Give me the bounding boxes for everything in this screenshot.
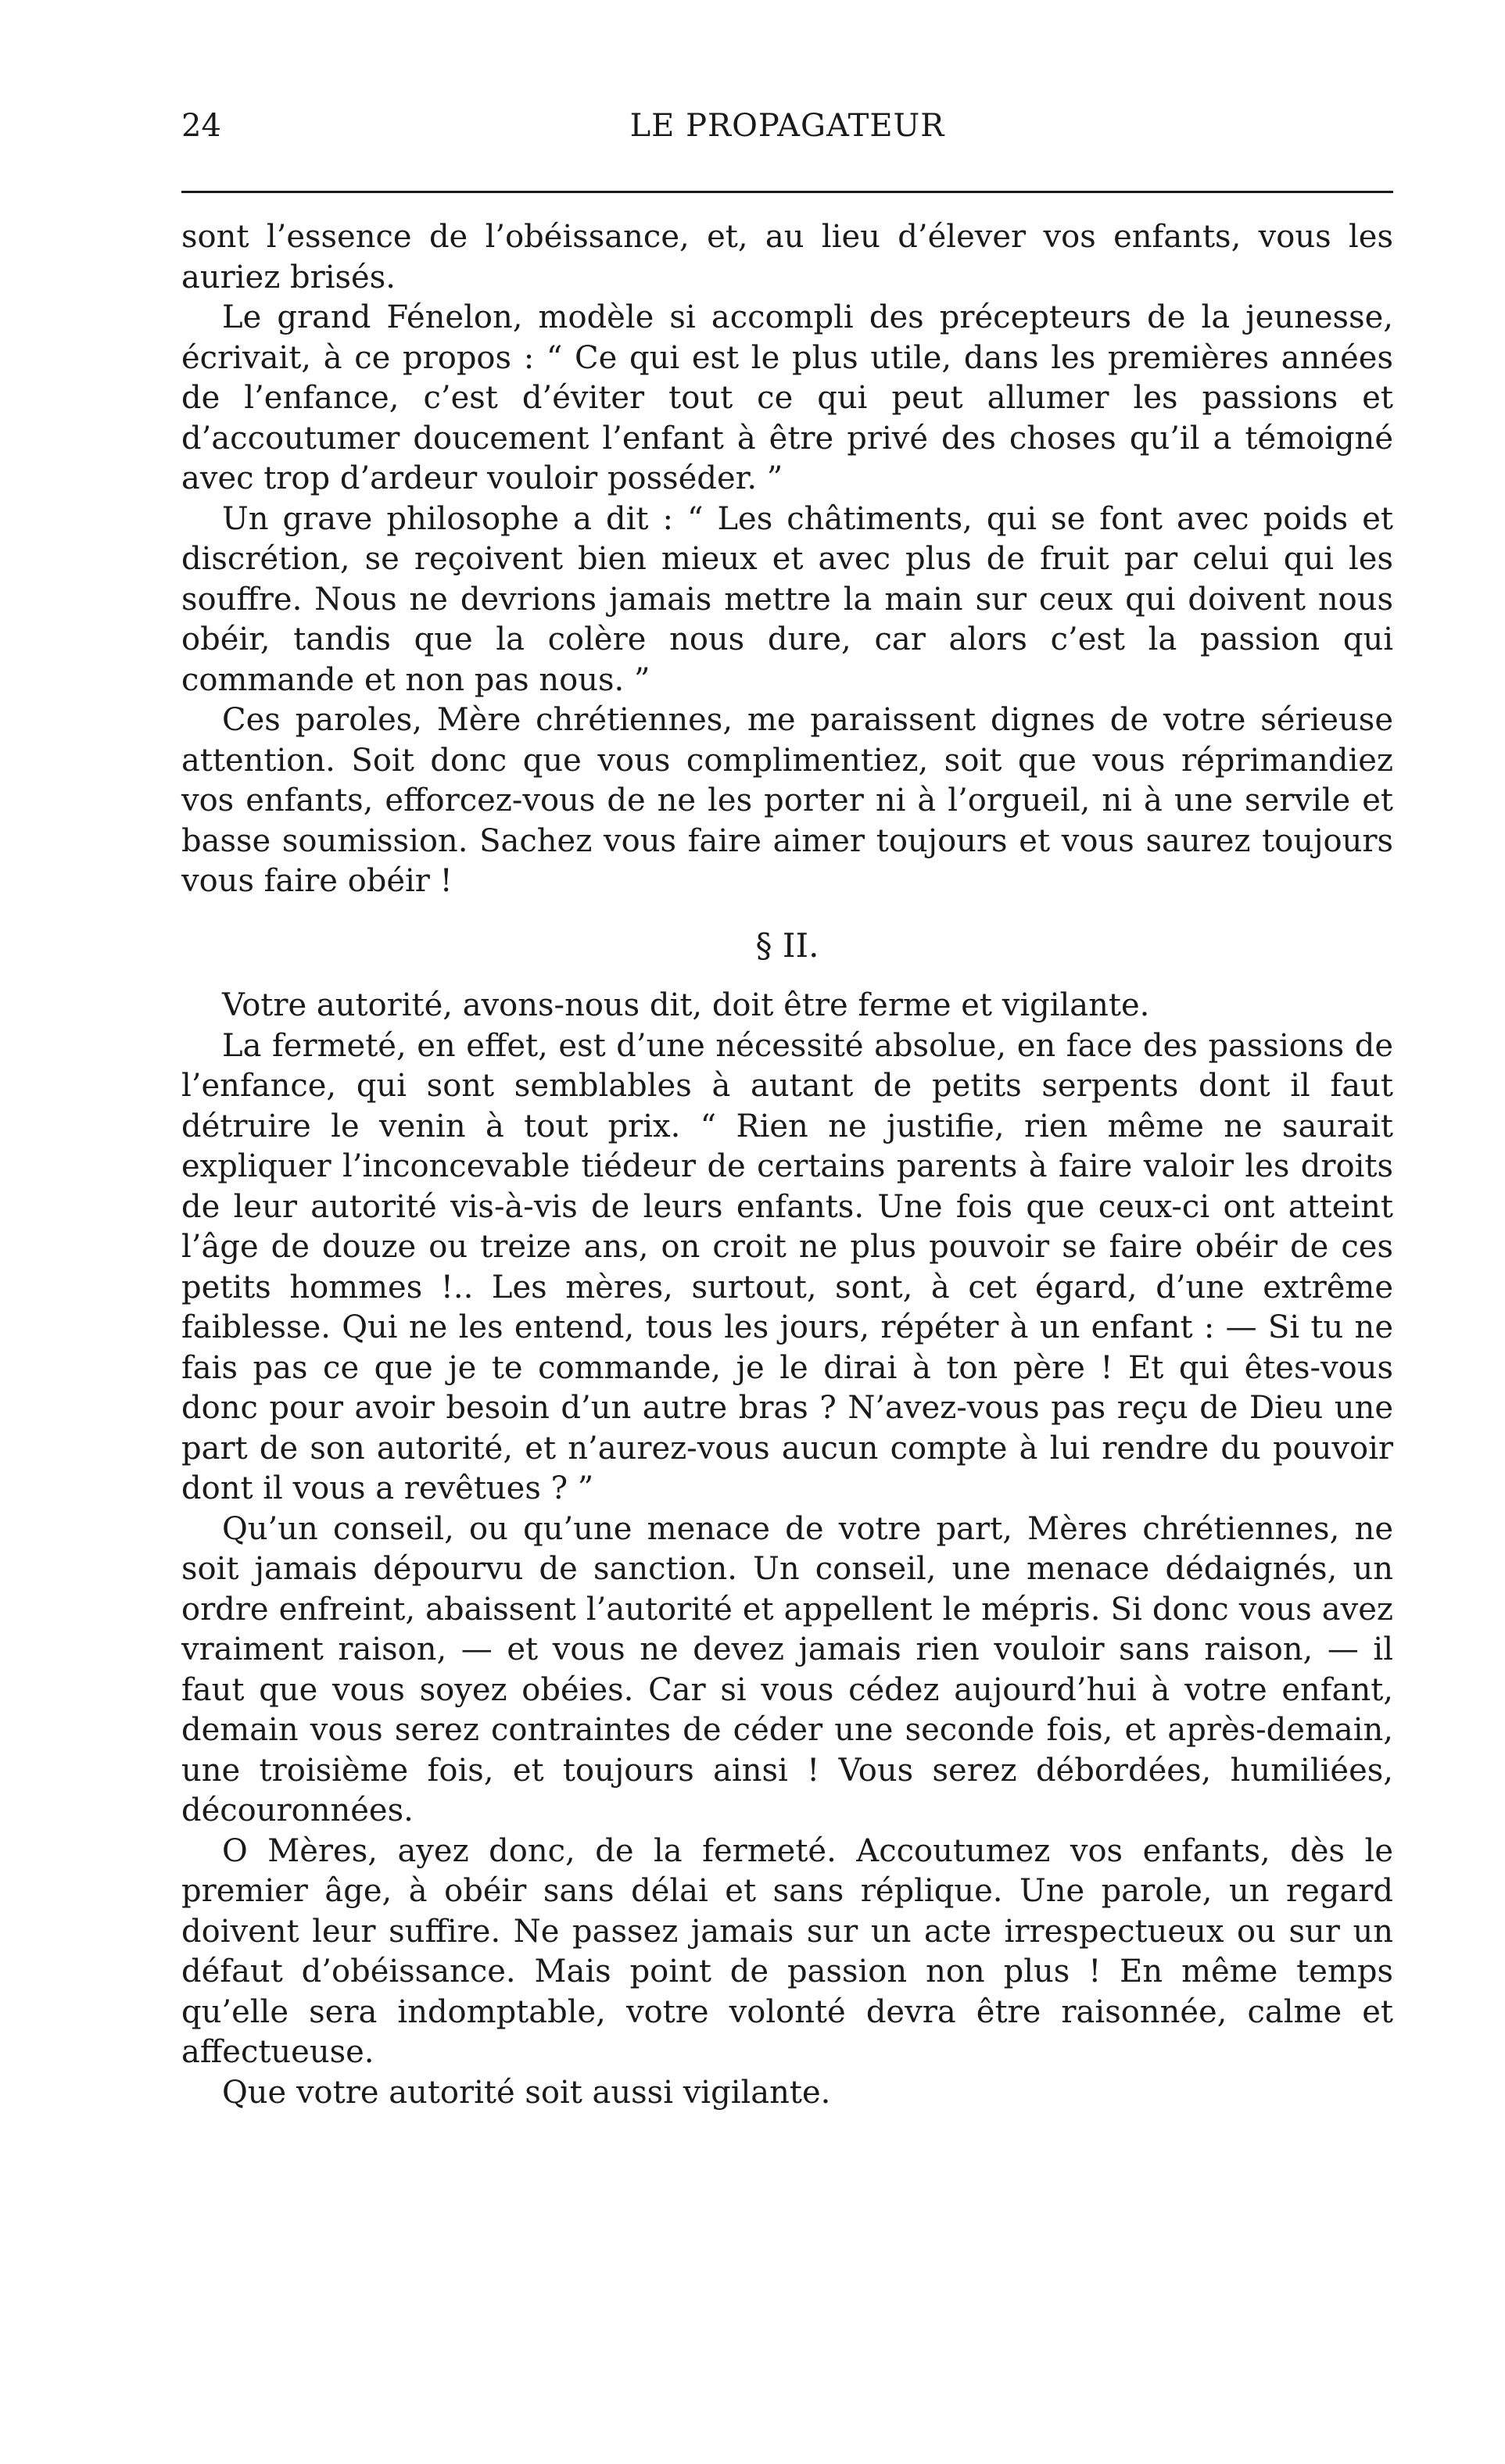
paragraph-continuation: sont l’essence de l’obéissance, et, au lieu d’élever vos enfants, vous les auriez brisés. [181,219,1393,295]
page-header [181,108,1393,155]
paragraph-sanction: Qu’un conseil, ou qu’une menace de votre part, Mères chrétiennes, ne soit jamais dépourvu de sanction. Un conseil, une menace dédaignés, un ordre enfreint, abaissent l’autorité et appellent le mépris. Si donc vous avez vraiment raison, — et vous ne devez jamais rien vouloir sans raison, — il faut que vous soyez obéies. Car si vous cédez aujourd’hui à votre enfant, demain vous serez contraintes de céder une seconde fois, et après-demain, une troisième fois, et toujours ainsi ! Vous serez débordées, humiliées, découronnées. [181,1510,1393,1828]
text-body [181,217,1393,2113]
paragraph-christian-mothers: Ces paroles, Mère chrétiennes, me paraissent dignes de votre sérieuse attention. Soit donc que vous complimentiez, soit que vous réprimandiez vos enfants, efforcez-vous de ne les porter ni à l’orgueil, ni à une servile et basse soumission. Sachez vous faire aimer toujours et vous saurez toujours vous faire obéir ! [181,702,1393,899]
section-heading: § II. [755,926,819,965]
paragraph-vigilance: Que votre autorité soit aussi vigilante. [222,2074,831,2111]
paragraph-authority-firm-vigilant: Votre autorité, avons-nous dit, doit être ferme et vigilante. [222,987,1150,1023]
header-rule [181,191,1393,193]
page-number: 24 [181,108,221,144]
paragraph-o-meres: O Mères, ayez donc, de la fermeté. Accoutumez vos enfants, dès le premier âge, à obéir sans délai et sans réplique. Une parole, un regard doivent leur suffire. Ne passez jamais sur un acte irrespectueux ou sur un défaut d’obéissance. Mais point de passion non plus ! En même temps qu’elle sera indomptable, votre volonté devra être raisonnée, calme et affectueuse. [181,1832,1393,2070]
running-title: LE PROPAGATEUR [629,108,945,144]
paragraph-firmness: La fermeté, en effet, est d’une nécessité absolue, en face des passions de l’enfance, qui sont semblables à autant de petits serpents dont il faut détruire le venin à tout prix. “ Rien ne justifie, rien même ne saurait expliquer l’inconcevable tiédeur de certains parents à faire valoir les droits de leur autorité vis-à-vis de leurs enfants. Une fois que ceux-ci ont atteint l’âge de douze ou treize ans, on croit ne plus pouvoir se faire obéir de ces petits hommes !.. Les mères, surtout, sont, à cet égard, d’une extrême faiblesse. Qui ne les entend, tous les jours, répéter à un enfant : — Si tu ne fais pas ce que je te commande, je le dirai à ton père ! Et qui êtes-vous donc pour avoir besoin d’un autre bras ? N’avez-vous pas reçu de Dieu une part de son autorité, et n’aurez-vous aucun compte à lui rendre du pouvoir dont il vous a revêtues ? ” [181,1027,1393,1506]
paragraph-fenelon-quote: Le grand Fénelon, modèle si accompli des précepteurs de la jeunesse, écrivait, à ce propos : “ Ce qui est le plus utile, dans les premières années de l’enfance, c’est d’éviter tout ce qui peut allumer les passions et d’accoutumer doucement l’enfant à être privé des choses qu’il a témoigné avec trop d’ardeur vouloir posséder. ” [181,299,1393,496]
paragraph-philosopher-quote: Un grave philosophe a dit : “ Les châtiments, qui se font avec poids et discrétion, se reçoivent bien mieux et avec plus de fruit par celui qui les souffre. Nous ne devrions jamais mettre la main sur ceux qui doivent nous obéir, tandis que la colère nous dure, car alors c’est la passion qui commande et non pas nous. ” [181,500,1393,698]
